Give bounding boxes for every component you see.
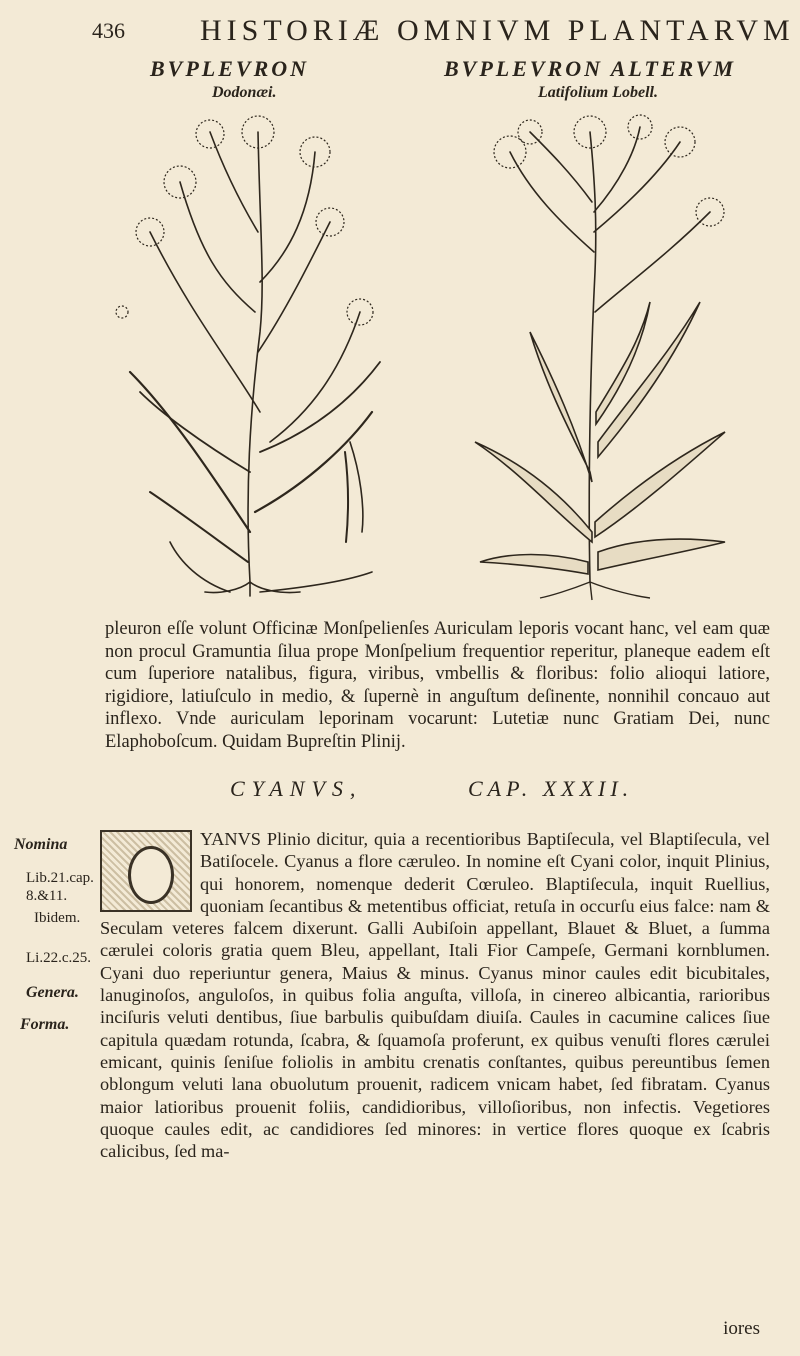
plant-illustration-bupleuron (110, 112, 400, 597)
figure-subtitle-right: Latifolium Lobell. (538, 84, 658, 101)
paragraph-cyanus (100, 828, 770, 1162)
margin-note-li: Li.22.c.25. (26, 950, 91, 966)
figure-subtitle-left: Dodonæi. (212, 84, 277, 101)
figure-title-left: BVPLEVRON (150, 56, 310, 81)
running-title: HISTORIÆ OMNIVM PLANTARVM (200, 14, 795, 47)
margin-note-lib: Lib.21.cap. (26, 870, 94, 886)
chapter-title: CYANVS, (230, 776, 363, 801)
catchword: iores (723, 1318, 760, 1339)
margin-note-forma: Forma. (20, 1016, 70, 1033)
paragraph-bupleuron: pleuron eſſe volunt Officinæ Monſpelienſes Auriculam leporis vocant hanc, vel eam quæ non procul Gramuntia ſilua prope Monſpelium frequentior reperitur, planeque eadem eſt cum ſuperiore natalibus, figura, viribus, vmbellis & floribus: folio alioqui latiore, rigidiore, latiuſculo in medio, & ſupernè in anguſtum deſinente, nonnihil concauo aut inflexo. Vnde auriculam leporinam vocarunt: Lutetiæ nunc Gratiam Dei, nunc Elaphoboſcum. Quidam Bupreſtin Plinij. (105, 619, 770, 752)
paragraph-cyanus-text: YANVS Plinio dicitur, quia a recentioribus Baptiſecula, vel Blaptiſecula, vel Batiſocele. Cyanus a flore cæruleo. In nomine eſt Cyani color, inquit Plinius, qui honorem, nomenque dederit Cœruleo. Blaptiſecula, inquit Ruellius, quoniam ſecantibus & metentibus officiat, retuſa in occurſu eius falce: nam & Seculam veteres falcem dixerunt. Galli Aubiſoin appellant, Blauet & Bluet, a ſumma cærulei coloris gratia quem Bleu, appellant, Itali Fior Campeſe, Germani kornblumen. Cyani duo reperiuntur genera, Maius & minus. Cyanus minor caules edit bicubitales, lanuginoſos, anguloſos, in quibus folia anguſta, villoſa, in cinereo albicantia, rarioribus inciſuris veluti dentibus, ſiue barbulis quibuſdam diuiſa. Caules in cacumine calices ſiue capitula quædam rotunda, ſcabra, & ſquamoſa proferunt, ex quibus venuſti flores cærulei emicant, quinis ſeniſue foliolis in ambitu crenatis conſtantes, quibus pereuntibus ſemen oblongum veluti lana obuolutum prouenit, radicem vnicam habet, ſed fibratam. Cyanus maior latioribus prouenit foliis, candidioribus, villoſioribus, non infectis. Vegetiores quoque caules edit, ac candidiores ſed minores: in vertice flores quoque ex ſcabris calicibus, ſed ma- (100, 829, 770, 1162)
drop-cap-c (100, 830, 192, 912)
chapter-number: CAP. XXXII. (468, 776, 634, 801)
margin-note-lib-2: 8.&11. (26, 888, 68, 904)
plant-illustration-bupleuron-alterum (470, 112, 730, 602)
margin-note-ibidem: Ibidem. (34, 910, 81, 926)
margin-note-nomina: Nomina (14, 836, 68, 853)
margin-note-genera: Genera. (26, 984, 79, 1001)
page-number: 436 (92, 18, 125, 43)
figure-title-right: BVPLEVRON ALTERVM (444, 56, 737, 81)
